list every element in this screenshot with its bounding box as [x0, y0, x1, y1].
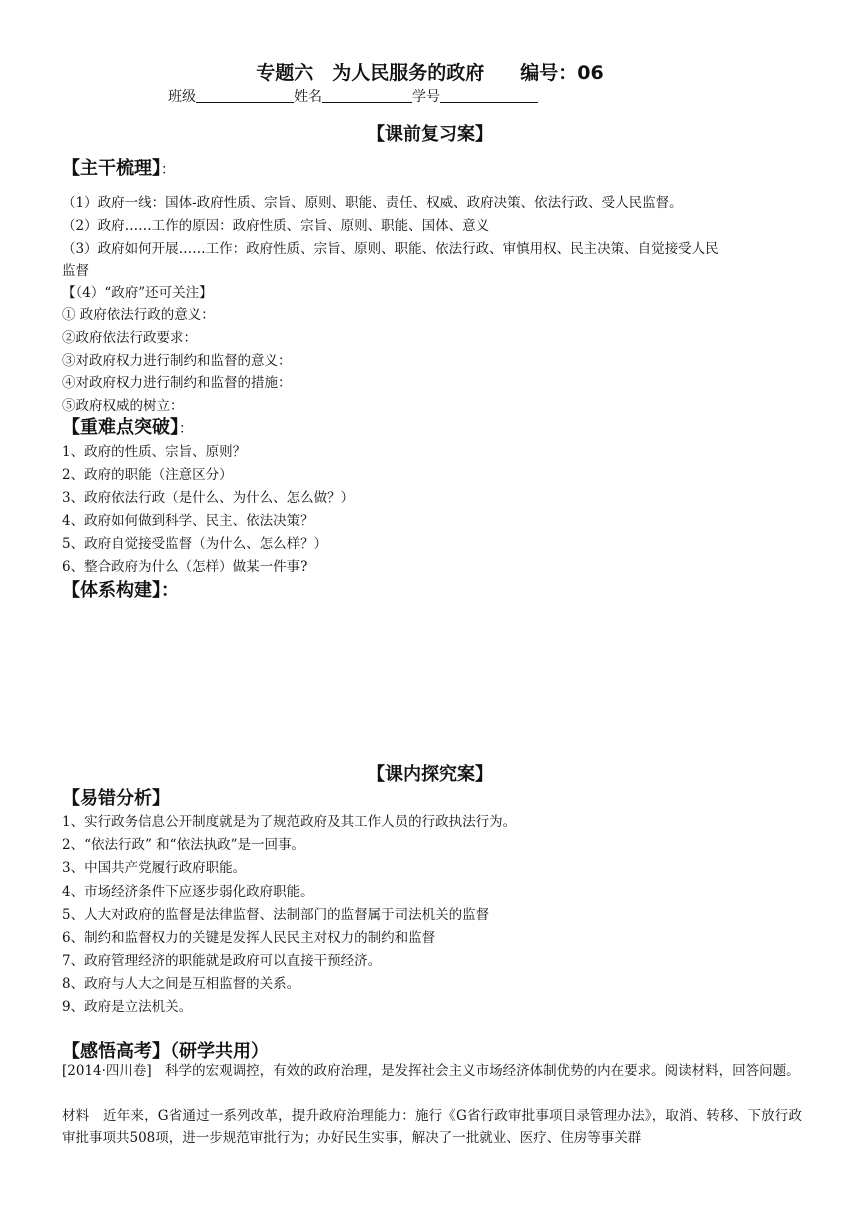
main-line: 监督: [62, 263, 89, 279]
error-line: 6、制约和监督权力的关键是发挥人民民主对权力的制约和监督: [62, 930, 436, 946]
main-line: ④对政府权力进行制约和监督的措施：: [62, 375, 292, 391]
key-line: 3、政府依法行政（是什么、为什么、怎么做？）: [62, 490, 355, 506]
error-line: 8、政府与人大之间是互相监督的关系。: [62, 976, 301, 992]
topic-number: 编号：06: [520, 62, 604, 84]
name-label: 姓名: [294, 89, 322, 105]
error-analysis-heading: 【易错分析】: [62, 788, 170, 809]
class-label: 班级: [168, 89, 196, 105]
main-line: ②政府依法行政要求：: [62, 330, 197, 346]
system-build-colon: ：: [161, 580, 179, 601]
key-line: 2、政府的职能（注意区分）: [62, 467, 233, 483]
key-line: 5、政府自觉接受监督（为什么、怎么样？）: [62, 536, 328, 552]
topic-title: 专题六 为人民服务的政府: [256, 62, 485, 84]
key-line: 1、政府的性质、宗旨、原则？: [62, 444, 247, 460]
main-outline-colon: ：: [161, 162, 175, 178]
class-blank[interactable]: [196, 88, 294, 103]
main-line: （1）政府一线：国体-政府性质、宗旨、原则、职能、责任、权威、政府决策、依法行政、受人民监督。: [62, 195, 683, 211]
exam-question-intro: [2014·四川卷] 科学的宏观调控，有效的政府治理，是发挥社会主义市场经济体制优势的内在要求。阅读材料，回答问题。: [62, 1063, 800, 1079]
key-points-heading-text: 【重难点突破】: [62, 417, 179, 438]
page-title: [0, 58, 860, 85]
main-line: 【（4）“政府”还可关注】: [62, 285, 213, 301]
id-label: 学号: [412, 89, 440, 105]
error-line: 2、“依法行政” 和“依法执政”是一回事。: [62, 837, 305, 853]
name-blank[interactable]: [322, 88, 412, 103]
main-outline-heading: [62, 154, 175, 180]
key-points-heading: [62, 413, 193, 439]
error-line: 1、实行政务信息公开制度就是为了规范政府及其工作人员的行政执法行为。: [62, 814, 517, 830]
key-line: 4、政府如何做到科学、民主、依法决策？: [62, 513, 314, 529]
main-line: （3）政府如何开展……工作：政府性质、宗旨、原则、职能、依法行政、审慎用权、民主决策、自觉接受人民: [62, 241, 719, 257]
error-line: 3、中国共产党履行政府职能。: [62, 860, 247, 876]
inclass-section-title: 【课内探究案】: [367, 764, 493, 785]
error-line: 9、政府是立法机关。: [62, 999, 193, 1015]
system-build-heading-text: 【体系构建】: [62, 580, 161, 601]
exam-material: 材料 近年来，G省通过一系列改革，提升政府治理能力：施行《G省行政审批事项目录管理办法》，取消、转移、下放行政审批事项共508项，进一步规范审批行为；办好民生实事，解决了一批就业、医疗、住房等事关群: [62, 1108, 802, 1146]
main-line: ③对政府权力进行制约和监督的意义：: [62, 353, 292, 369]
error-line: 5、人大对政府的监督是法律监督、法制部门的监督属于司法机关的监督: [62, 907, 490, 923]
error-line: 7、政府管理经济的职能就是政府可以直接干预经济。: [62, 953, 382, 969]
exam-insight-heading-text: 【感悟高考】: [62, 1041, 170, 1062]
preclass-section-title: 【课前复习案】: [367, 124, 493, 145]
key-points-colon: ：: [179, 421, 193, 437]
main-line: ① 政府依法行政的意义：: [62, 307, 215, 323]
main-outline-heading-text: 【主干梳理】: [62, 158, 161, 179]
key-line: 6、整合政府为什么（怎样）做某一件事?: [62, 559, 308, 575]
main-line: （2）政府……工作的原因：政府性质、宗旨、原则、职能、国体、意义: [62, 218, 490, 234]
error-line: 4、市场经济条件下应逐步弱化政府职能。: [62, 884, 314, 900]
student-info-line: [168, 86, 538, 106]
system-build-heading: [62, 576, 179, 602]
id-blank[interactable]: [440, 88, 538, 103]
exam-insight-suffix: （研学共用）: [170, 1041, 269, 1062]
main-line: ⑤政府权威的树立：: [62, 398, 184, 414]
